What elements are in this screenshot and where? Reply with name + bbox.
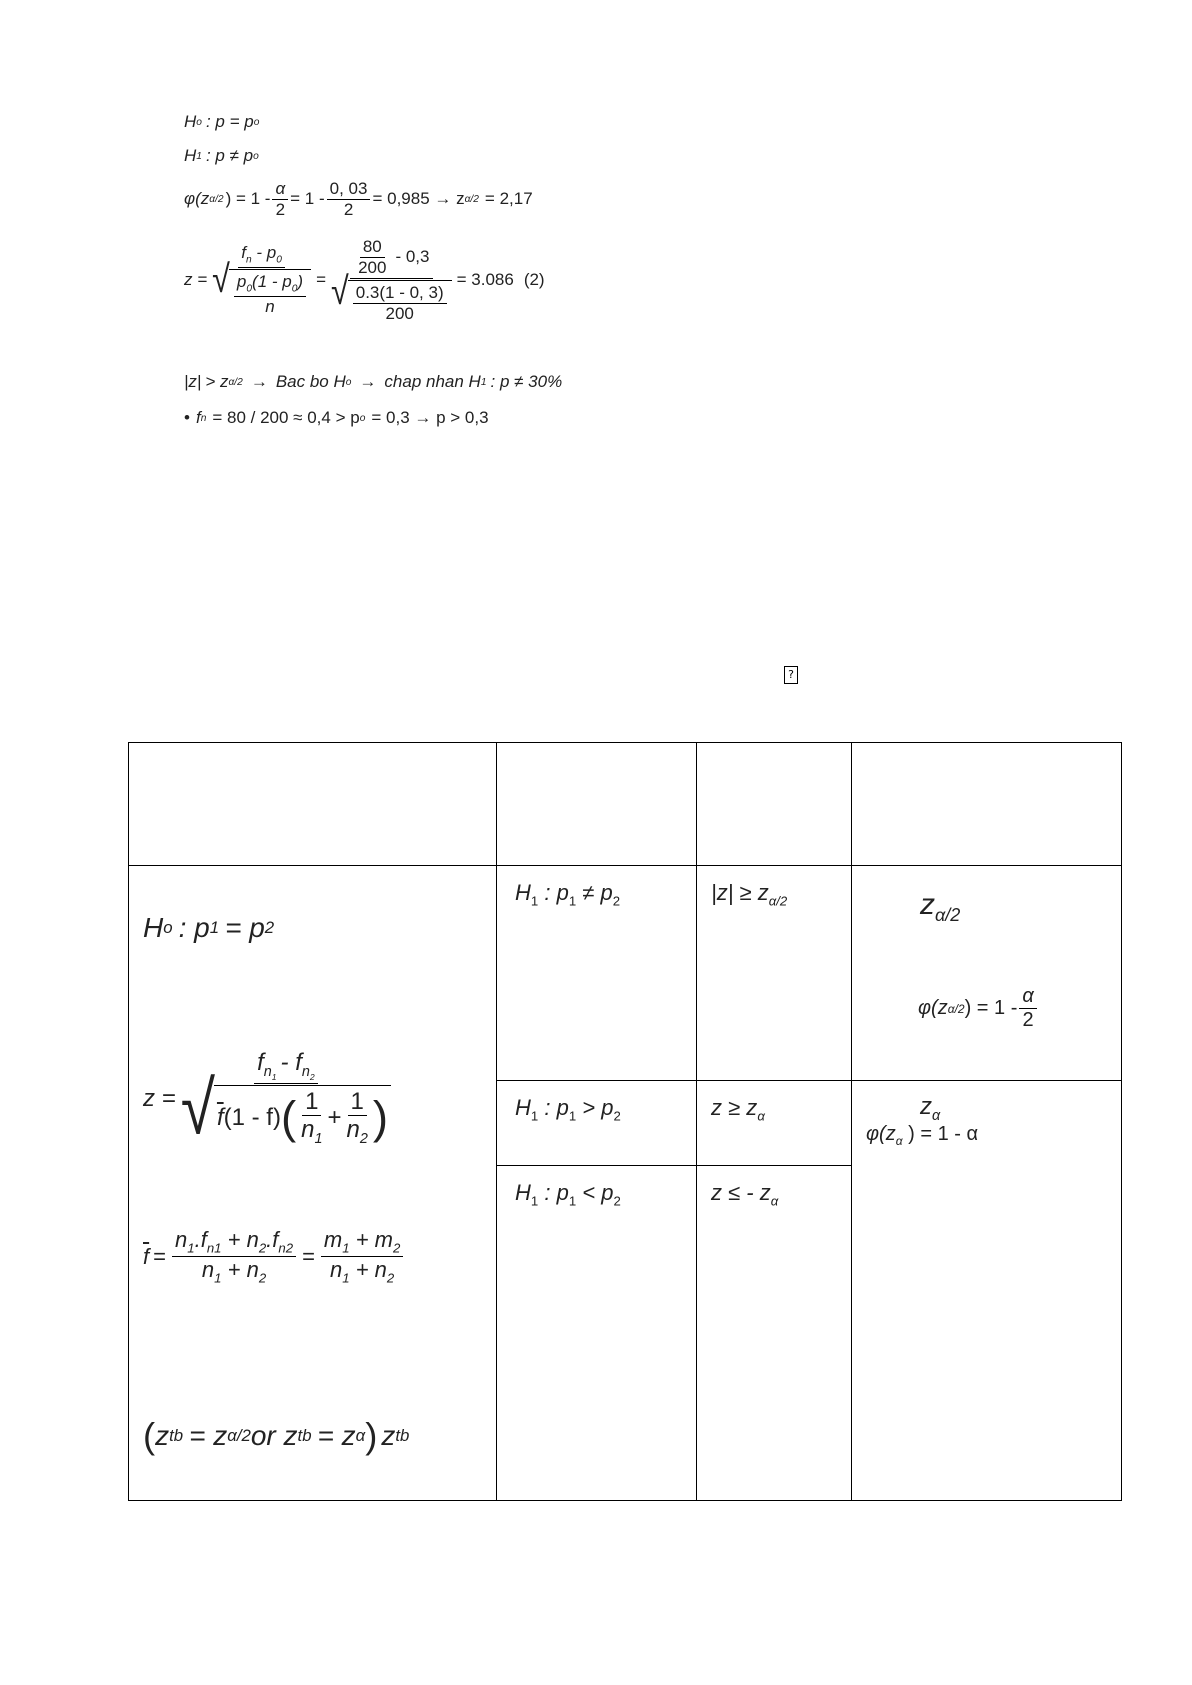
missing-glyph-icon: ? <box>784 666 798 684</box>
critical-value-cell <box>852 866 1122 1081</box>
header-cell-alternative <box>497 743 697 866</box>
accept-text: chap nhan H <box>384 372 481 391</box>
critical-z-one-sided: $z_\alpha$ <box>920 1093 941 1124</box>
formula-ztb: ( z tb = z α/2 or z tb = z α ) z tb <box>143 1415 410 1456</box>
decision-line <box>184 372 562 392</box>
alternative-cell: $H_1$ : $p_1 \ne p_2$ <box>497 866 697 1081</box>
arrow-icon: → <box>359 372 377 391</box>
h0-relation: : p = p <box>205 112 254 131</box>
header-cell-critical-value <box>852 743 1122 866</box>
table-row <box>129 866 1122 1081</box>
h1-subscript: 1 <box>196 150 202 162</box>
fn-symbol: f <box>195 408 201 427</box>
gt-z-subscript: α/2 <box>228 376 243 388</box>
rejection-region-cell: $|z| \ge z_{\alpha/2}$ <box>697 866 852 1081</box>
h1-symbol: H <box>184 146 197 165</box>
formula-z-two-sample: z = $f_{n_1}-$ $f_{n_2}$ √ f (1 - f) ( $\frac{1}{n_1}$ + $\frac{1}{n_2}$ ) <box>143 1050 396 1147</box>
h1-rhs-subscript: o <box>253 150 259 162</box>
rejection-region-cell: $z \ge z_\alpha$ <box>697 1081 852 1166</box>
sample-proportion-line <box>184 408 489 428</box>
z-fraction: $f_n - p_0$ √ $\frac{p_0(1 - p_0)}{n}$ <box>209 244 314 316</box>
fn-comparison: = 80 / 200 ≈ 0,4 > p <box>212 408 360 427</box>
rejection-region-cell: z ≤ - $z_\alpha$ <box>697 1166 852 1501</box>
alternative-hypothesis-line <box>184 146 259 166</box>
z-critical-value: = 2,17 <box>484 189 533 209</box>
phi-equals-2: = 1 - <box>290 189 325 209</box>
critical-value-cell <box>852 1081 1122 1501</box>
table-header-row <box>129 743 1122 866</box>
null-hypothesis-line <box>184 112 259 132</box>
phi-result: = 0,985 → z <box>372 189 465 209</box>
gt-z: > z <box>205 372 229 391</box>
critical-phi-two-sided: φ(z α/2 ) = 1 - $\frac{\alpha}{2}$ <box>918 986 1039 1031</box>
phi-symbol: φ(z <box>184 189 210 209</box>
z-numeric-fraction: $\frac{80}{200}$ - 0,3 √ $\frac{0.3(1 - 0, 3)}{200}$ <box>328 238 455 322</box>
z-equals: = <box>316 270 326 290</box>
alpha-over-two: $\frac{\alpha}{2}$ <box>272 180 288 219</box>
header-cell-test-statistic <box>129 743 497 866</box>
z-label: z = <box>184 270 208 290</box>
critical-phi-one-sided: $\varphi(z_\alpha$ ) = 1 - α <box>866 1123 979 1148</box>
reject-text: Bac bo H <box>275 372 346 391</box>
equation-reference: (2) <box>523 270 545 290</box>
h0-subscript: o <box>196 116 202 128</box>
reject-subscript: o <box>345 376 352 388</box>
alpha-value-over-two: $\frac{0, 03}{2}$ <box>327 180 371 219</box>
phi-equals: ) = 1 - <box>225 189 271 209</box>
accept-subscript: 1 <box>480 376 487 388</box>
formula-pooled-proportion: $\overline{f}$ = $\frac{n_1.f_{n1} + n_2.f_{n2}}{n_1 + n_2}$ = $\frac{m_1 + m_2}{n_1 + n_2}$ <box>143 1228 405 1286</box>
critical-z-two-sided: $z_{\alpha/2}$ <box>920 888 961 925</box>
h0-symbol: H <box>184 112 197 131</box>
phi-subscript: α/2 <box>209 193 224 205</box>
arrow-icon: → <box>250 372 268 391</box>
abs-z: |z| <box>184 372 202 391</box>
critical-value-line <box>184 180 533 219</box>
alternative-cell: $H_1$ : $p_1 < p_2$ <box>497 1166 697 1501</box>
h0-rhs-subscript: o <box>253 116 260 128</box>
fn-conclusion: = 0,3 → p > 0,3 <box>371 408 489 427</box>
fn-subscript: n <box>200 412 207 424</box>
z-subscript: α/2 <box>464 193 479 205</box>
formula-cell <box>129 866 497 1501</box>
z-value: = 3.086 <box>456 270 514 290</box>
bullet-icon: • <box>184 408 190 427</box>
h1-relation: : p ≠ p <box>205 146 254 165</box>
accept-conclusion: : p ≠ 30% <box>490 372 563 391</box>
formula-h0: H o : p 1 = p 2 <box>143 912 275 943</box>
hypothesis-test-table <box>128 742 1122 1501</box>
z-statistic-line <box>184 238 545 322</box>
header-cell-rejection-region <box>697 743 852 866</box>
po-subscript: o <box>359 412 366 424</box>
alternative-cell: $H_1$ : $p_1 > p_2$ <box>497 1081 697 1166</box>
